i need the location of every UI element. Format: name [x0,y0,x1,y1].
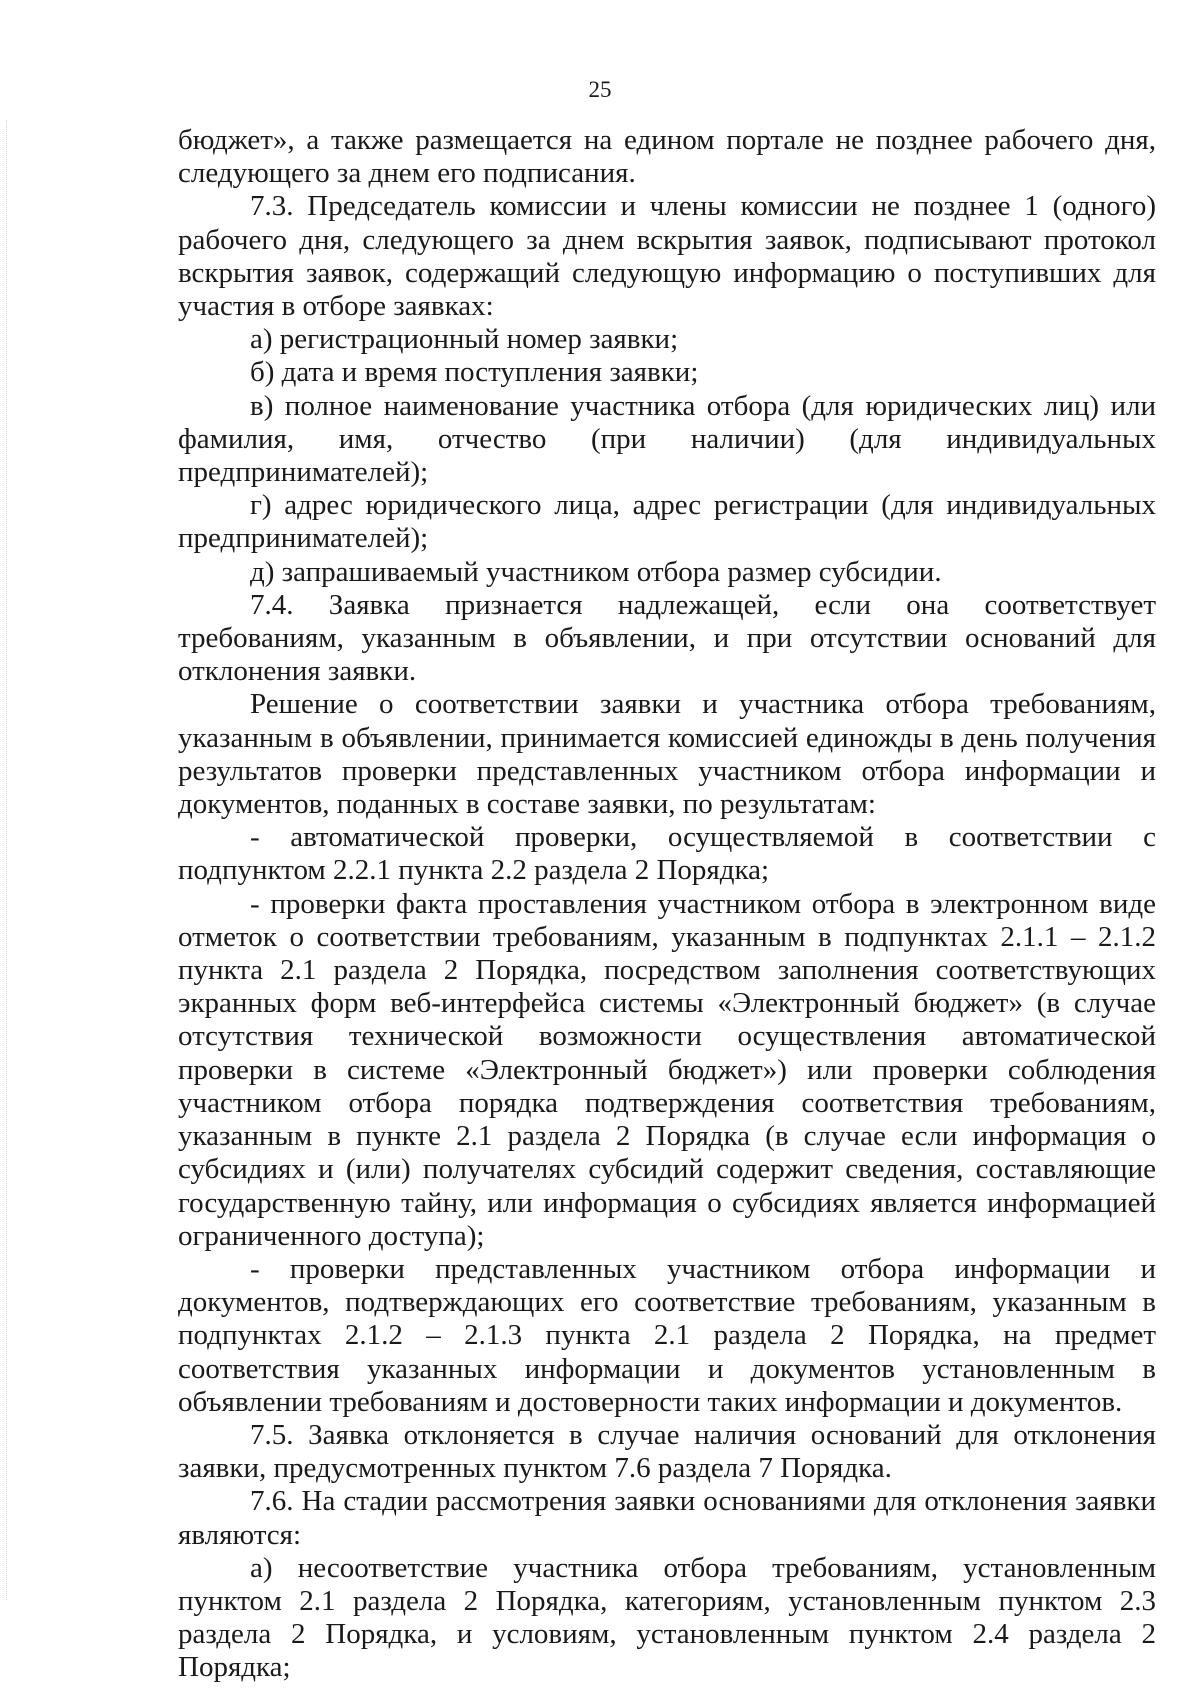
paragraph: г) адрес юридического лица, адрес регистрации (для индивидуальных предпринимателей); [178,489,1156,555]
paragraph: 7.4. Заявка признается надлежащей, если она соответствует требованиям, указанным в объявлении, и при отсутствии оснований для отклонения заявки. [178,588,1156,688]
paragraph: - автоматической проверки, осуществляемой в соответствии с подпунктом 2.2.1 пункта 2.2 раздела 2 Порядка; [178,821,1156,887]
document-body [178,124,1156,1685]
page-number: 25 [588,77,612,102]
paragraph: б) дата и время поступления заявки; [250,356,699,389]
paragraph: 7.6. На стадии рассмотрения заявки основаниями для отклонения заявки являются: [178,1485,1156,1551]
scan-margin-edge [6,120,9,1600]
paragraph: 7.5. Заявка отклоняется в случае наличия оснований для отклонения заявки, предусмотренных пунктом 7.6 раздела 7 Порядка. [178,1418,1156,1485]
paragraph: - проверки факта проставления участником отбора в электронном виде отметок о соответствии требованиям, указанным в подпунктах 2.1.1 – 2.1.2 пункта 2.1 раздела 2 Порядка, посредством заполнения соответствующих экранных форм веб-интерфейса системы «Электронный бюджет» (в случае отсутствия технической возможности осуществления автоматической проверки в системе «Электронный бюджет») или проверки соблюдения участником отбора порядка подтверждения соответствия требованиям, указанным в пункте 2.1 раздела 2 Порядка (в случае если информация о субсидиях и (или) получателях субсидий содержит сведения, составляющие государственную тайну, или информация о субсидиях является информацией ограниченного доступа); [178,887,1156,1252]
paragraph: в) полное наименование участника отбора (для юридических лиц) или фамилия, имя, отчество (при наличии) (для индивидуальных предпринимателей); [178,389,1156,489]
paragraph: д) запрашиваемый участником отбора размер субсидии. [250,555,942,588]
paragraph: Решение о соответствии заявки и участника отбора требованиям, указанным в объявлении, принимается комиссией единожды в день получения результатов проверки представленных участником отбора информации и документов, поданных в составе заявки, по результатам: [178,688,1156,821]
paragraph: а) несоответствие участника отбора требованиям, установленным пунктом 2.1 раздела 2 Порядка, категориям, установленным пунктом 2.3 раздела 2 Порядка, и условиям, установленным пунктом 2.4 раздела 2 Порядка; [178,1551,1156,1684]
paragraph: бюджет», а также размещается на едином портале не позднее рабочего дня, следующего за днем его подписания. [178,124,1156,190]
paragraph: 7.3. Председатель комиссии и члены комиссии не позднее 1 (одного) рабочего дня, следующего за днем вскрытия заявок, подписывают протокол вскрытия заявок, содержащий следующую информацию о поступивших для участия в отборе заявках: [178,190,1156,323]
paragraph: а) регистрационный номер заявки; [250,323,679,356]
paragraph: - проверки представленных участником отбора информации и документов, подтверждающих его соответствие требованиям, указанным в подпунктах 2.1.2 – 2.1.3 пункта 2.1 раздела 2 Порядка, на предмет соответствия указанных информации и документов установленным в объявлении требованиям и достоверности таких информации и документов. [178,1252,1156,1418]
